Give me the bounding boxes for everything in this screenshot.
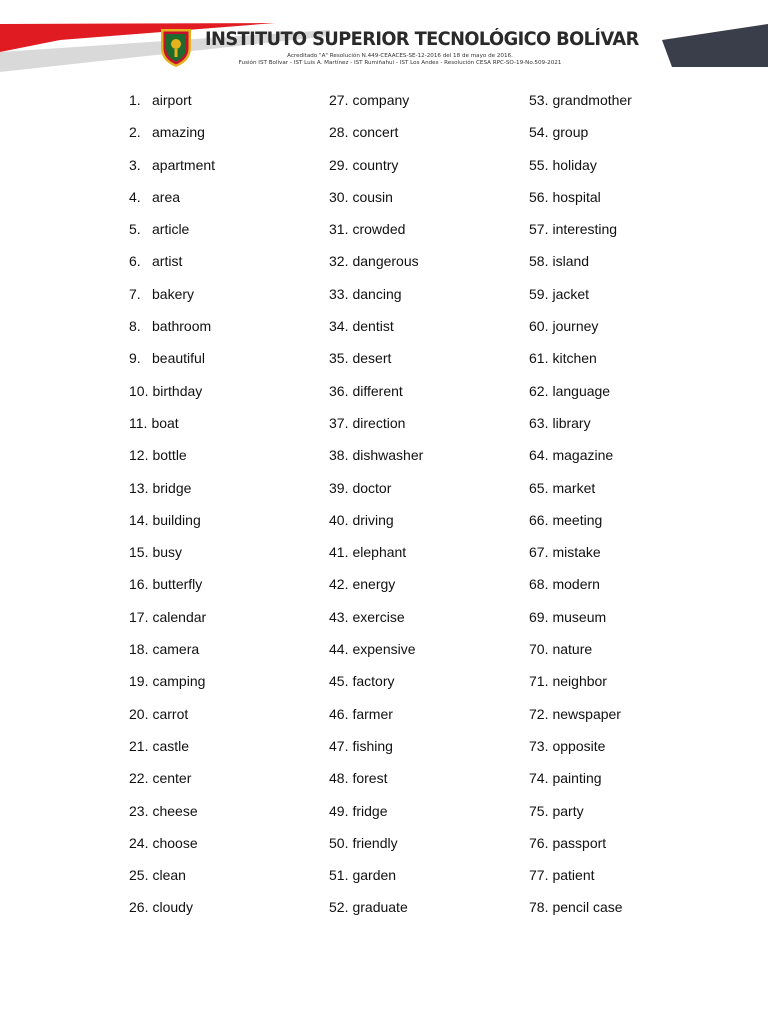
item-word: crowded: [352, 221, 406, 238]
list-item: [329, 477, 529, 509]
list-item: [529, 735, 729, 767]
item-word: dancing: [352, 285, 402, 302]
list-item: [329, 121, 529, 153]
item-number: 42.: [329, 576, 349, 593]
item-word: graduate: [352, 899, 408, 916]
item-word: painting: [552, 770, 602, 787]
item-word: dangerous: [352, 253, 419, 270]
item-number: 70.: [529, 641, 549, 658]
item-number: 33.: [329, 285, 349, 302]
item-number: 76.: [529, 834, 549, 851]
item-word: mistake: [552, 544, 601, 561]
list-item: [529, 800, 729, 832]
item-number: 69.: [529, 608, 549, 625]
item-number: 36.: [329, 382, 349, 399]
item-number: 73.: [529, 737, 549, 754]
item-number: 72.: [529, 705, 549, 722]
item-number: 2.: [129, 124, 141, 141]
item-word: passport: [552, 834, 607, 851]
item-word: bakery: [152, 285, 195, 302]
list-item: [529, 864, 729, 896]
item-word: bridge: [152, 479, 192, 496]
item-word: castle: [152, 737, 190, 754]
list-item: [529, 703, 729, 735]
item-number: 34.: [329, 318, 349, 335]
list-item: [129, 541, 329, 573]
item-number: 66.: [529, 511, 549, 528]
list-item: [329, 283, 529, 315]
list-item: [529, 896, 729, 928]
list-item: [529, 573, 729, 605]
item-word: cloudy: [152, 899, 193, 916]
list-item: [329, 89, 529, 121]
item-number: 3.: [129, 156, 141, 173]
item-number: 13.: [129, 479, 149, 496]
list-item: [129, 606, 329, 638]
item-word: newspaper: [552, 705, 621, 722]
item-number: 58.: [529, 253, 549, 270]
list-item: [329, 347, 529, 379]
item-word: patient: [552, 867, 595, 884]
list-item: [329, 541, 529, 573]
list-item: [329, 800, 529, 832]
item-number: 4.: [129, 188, 141, 205]
item-word: island: [552, 253, 590, 270]
item-word: dentist: [352, 318, 394, 335]
item-number: 23.: [129, 802, 149, 819]
item-number: 11.: [129, 414, 148, 431]
list-item: [129, 89, 329, 121]
list-item: [329, 896, 529, 928]
item-number: 50.: [329, 834, 349, 851]
list-item: [129, 444, 329, 476]
item-word: butterfly: [152, 576, 203, 593]
item-number: 29.: [329, 156, 349, 173]
item-number: 16.: [129, 576, 149, 593]
item-number: 74.: [529, 770, 549, 787]
item-number: 39.: [329, 479, 349, 496]
list-item: [329, 186, 529, 218]
item-word: nature: [552, 641, 593, 658]
list-item: [129, 703, 329, 735]
item-word: amazing: [152, 124, 205, 141]
item-word: building: [152, 511, 201, 528]
item-word: company: [352, 92, 410, 108]
item-word: apartment: [152, 156, 216, 173]
item-word: fridge: [352, 802, 388, 819]
item-number: 47.: [329, 737, 349, 754]
item-word: opposite: [552, 737, 606, 754]
list-item: [129, 250, 329, 282]
item-number: 56.: [529, 188, 549, 205]
item-number: 67.: [529, 544, 549, 561]
list-item: [329, 864, 529, 896]
item-word: camera: [152, 641, 200, 658]
item-number: 9.: [129, 350, 141, 367]
item-word: market: [552, 479, 596, 496]
item-number: 71.: [529, 673, 549, 690]
item-word: museum: [552, 608, 607, 625]
list-item: [129, 800, 329, 832]
list-item: [529, 477, 729, 509]
list-item: [129, 412, 329, 444]
item-word: area: [152, 188, 181, 205]
item-word: choose: [152, 834, 198, 851]
item-word: direction: [352, 414, 406, 431]
item-number: 37.: [329, 414, 349, 431]
list-item: [529, 250, 729, 282]
list-item: [529, 283, 729, 315]
item-word: pencil case: [552, 899, 623, 916]
item-number: 21.: [129, 737, 149, 754]
item-number: 17.: [129, 608, 149, 625]
item-number: 40.: [329, 511, 349, 528]
item-number: 65.: [529, 479, 549, 496]
list-item: [529, 89, 729, 121]
institution-title: INSTITUTO SUPERIOR TECNOLÓGICO BOLÍVAR: [205, 29, 639, 50]
list-item: [129, 315, 329, 347]
item-number: 35.: [329, 350, 349, 367]
item-number: 57.: [529, 221, 549, 238]
item-number: 22.: [129, 770, 149, 787]
item-number: 10.: [129, 382, 149, 399]
item-number: 7.: [129, 285, 141, 302]
list-item: [129, 735, 329, 767]
item-number: 28.: [329, 124, 349, 141]
list-item: [529, 380, 729, 412]
list-item: [529, 606, 729, 638]
item-number: 31.: [329, 221, 349, 238]
item-word: holiday: [552, 156, 597, 173]
list-item: [129, 573, 329, 605]
list-item: [529, 670, 729, 702]
item-number: 19.: [129, 673, 149, 690]
item-word: camping: [152, 673, 206, 690]
item-number: 48.: [329, 770, 349, 787]
item-word: meeting: [552, 511, 603, 528]
list-item: [329, 380, 529, 412]
list-item: [129, 670, 329, 702]
item-number: 51.: [329, 867, 349, 884]
item-number: 64.: [529, 447, 549, 464]
list-item: [129, 154, 329, 186]
list-item: [329, 250, 529, 282]
item-word: bathroom: [152, 318, 212, 335]
item-word: hospital: [552, 188, 601, 205]
item-number: 52.: [329, 899, 349, 916]
item-word: elephant: [352, 544, 407, 561]
item-word: garden: [352, 867, 397, 884]
list-item: [329, 638, 529, 670]
list-item: [129, 121, 329, 153]
item-word: clean: [152, 867, 186, 884]
item-word: grandmother: [552, 92, 632, 108]
list-item: [129, 864, 329, 896]
list-item: [529, 186, 729, 218]
list-item: [129, 477, 329, 509]
item-word: country: [352, 156, 399, 173]
list-item: [529, 767, 729, 799]
merger-line: Fusión IST Bolívar - IST Luis A. Martínez - IST Rumiñahui - IST Los Andes - Resolución CESA RPC-SO-19-No.509-2021: [238, 60, 562, 66]
list-item: [529, 154, 729, 186]
list-item: [529, 509, 729, 541]
item-number: 68.: [529, 576, 549, 593]
item-word: article: [152, 221, 190, 238]
item-word: factory: [352, 673, 395, 690]
item-word: interesting: [552, 221, 618, 238]
list-item: [329, 509, 529, 541]
item-number: 38.: [329, 447, 349, 464]
item-word: carrot: [152, 705, 189, 722]
item-number: 59.: [529, 285, 549, 302]
item-word: journey: [552, 318, 599, 335]
item-word: dishwasher: [352, 447, 424, 464]
list-item: [529, 832, 729, 864]
item-word: fishing: [352, 737, 393, 754]
list-item: [329, 444, 529, 476]
list-item: [529, 121, 729, 153]
item-number: 15.: [129, 544, 149, 561]
list-item: [329, 154, 529, 186]
item-number: 41.: [329, 544, 349, 561]
item-word: modern: [552, 576, 600, 593]
item-number: 46.: [329, 705, 349, 722]
list-item: [129, 896, 329, 928]
item-number: 63.: [529, 414, 549, 431]
item-word: birthday: [152, 382, 203, 399]
item-number: 26.: [129, 899, 149, 916]
item-word: concert: [352, 124, 399, 141]
item-number: 62.: [529, 382, 549, 399]
item-number: 60.: [529, 318, 549, 335]
item-word: energy: [352, 576, 396, 593]
list-item: [129, 186, 329, 218]
item-word: friendly: [352, 834, 398, 851]
item-word: party: [552, 802, 584, 819]
item-number: 53.: [529, 92, 549, 108]
item-number: 6.: [129, 253, 141, 270]
list-item: [329, 412, 529, 444]
word-column-3: [529, 89, 729, 929]
accreditation-line: Acreditado "A" Resolución N.449-CEAACES-SE-12-2016 del 18 de mayo de 2016.: [287, 53, 513, 59]
list-item: [129, 283, 329, 315]
list-item: [529, 444, 729, 476]
item-number: 24.: [129, 834, 149, 851]
item-number: 61.: [529, 350, 549, 367]
list-item: [329, 703, 529, 735]
item-word: expensive: [352, 641, 416, 658]
item-number: 43.: [329, 608, 349, 625]
item-number: 20.: [129, 705, 149, 722]
item-number: 14.: [129, 511, 149, 528]
list-item: [329, 606, 529, 638]
item-number: 27.: [329, 92, 349, 108]
list-item: [129, 832, 329, 864]
item-word: busy: [152, 544, 183, 561]
list-item: [529, 541, 729, 573]
list-item: [329, 315, 529, 347]
item-word: exercise: [352, 608, 405, 625]
item-word: cousin: [352, 188, 393, 205]
list-item: [129, 347, 329, 379]
item-word: jacket: [552, 285, 590, 302]
list-item: [529, 315, 729, 347]
item-number: 12.: [129, 447, 149, 464]
item-word: different: [352, 382, 403, 399]
list-item: [129, 767, 329, 799]
item-word: desert: [352, 350, 392, 367]
list-item: [129, 380, 329, 412]
list-item: [329, 832, 529, 864]
item-word: kitchen: [552, 350, 597, 367]
item-number: 44.: [329, 641, 349, 658]
item-word: language: [552, 382, 611, 399]
item-number: 45.: [329, 673, 349, 690]
item-number: 49.: [329, 802, 349, 819]
list-item: [529, 638, 729, 670]
item-number: 55.: [529, 156, 549, 173]
item-word: doctor: [352, 479, 392, 496]
item-number: 8.: [129, 318, 141, 335]
item-word: farmer: [352, 705, 393, 722]
item-number: 75.: [529, 802, 549, 819]
item-number: 18.: [129, 641, 149, 658]
list-item: [329, 767, 529, 799]
list-item: [329, 735, 529, 767]
item-word: boat: [151, 414, 179, 431]
list-item: [529, 412, 729, 444]
list-item: [129, 638, 329, 670]
item-word: center: [152, 770, 192, 787]
item-word: magazine: [552, 447, 614, 464]
item-word: beautiful: [152, 350, 205, 367]
list-item: [329, 218, 529, 250]
item-word: neighbor: [552, 673, 607, 690]
list-item: [529, 218, 729, 250]
item-number: 5.: [129, 221, 141, 238]
item-number: 77.: [529, 867, 549, 884]
word-column-2: [329, 89, 529, 929]
item-word: group: [552, 124, 589, 141]
item-number: 32.: [329, 253, 349, 270]
item-number: 1.: [129, 92, 141, 108]
item-word: cheese: [152, 802, 198, 819]
item-word: artist: [152, 253, 183, 270]
list-item: [529, 347, 729, 379]
item-number: 54.: [529, 124, 549, 141]
item-word: airport: [152, 92, 192, 108]
list-item: [129, 218, 329, 250]
word-column-1: [129, 89, 329, 929]
item-word: calendar: [152, 608, 207, 625]
item-word: forest: [352, 770, 388, 787]
item-word: library: [552, 414, 591, 431]
item-number: 78.: [529, 899, 549, 916]
list-item: [129, 509, 329, 541]
list-item: [329, 670, 529, 702]
item-number: 30.: [329, 188, 349, 205]
item-word: driving: [352, 511, 394, 528]
item-number: 25.: [129, 867, 149, 884]
list-item: [329, 573, 529, 605]
item-word: bottle: [152, 447, 187, 464]
